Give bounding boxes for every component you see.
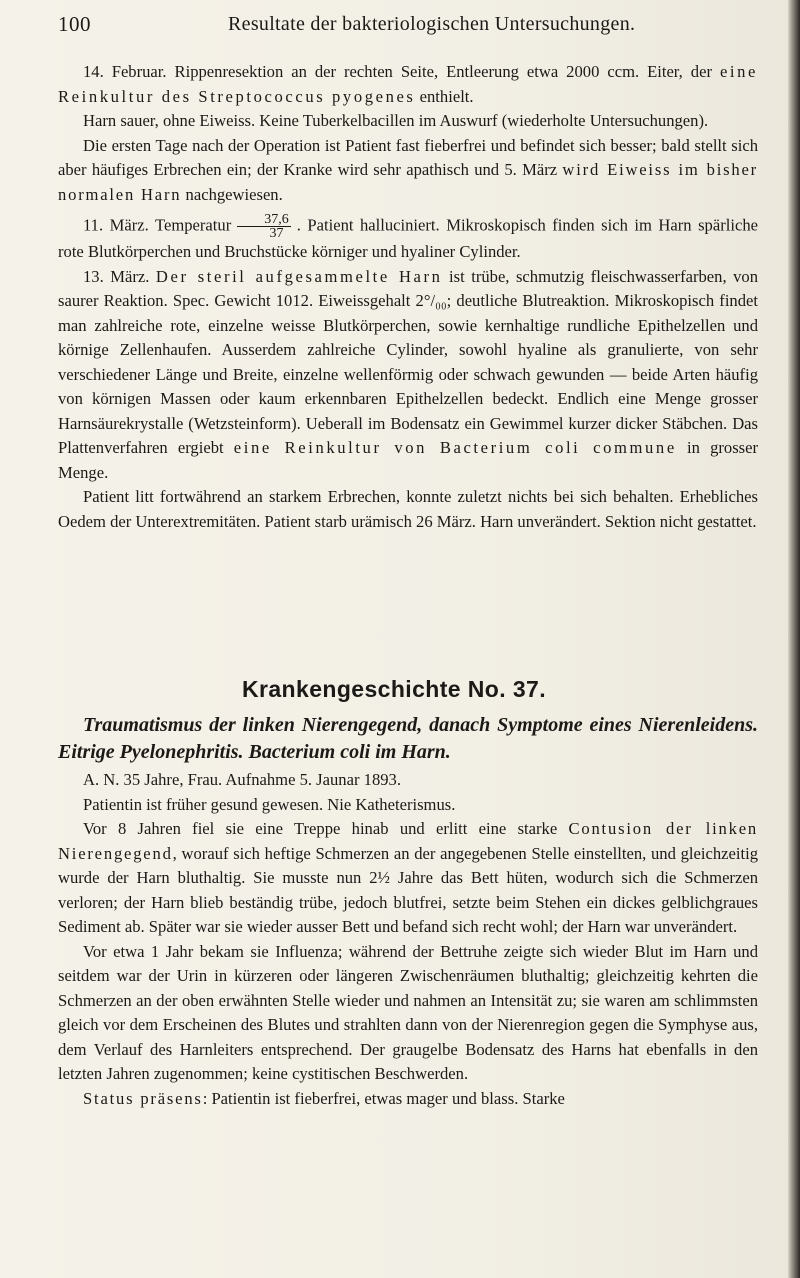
spaced-emphasis: wird Eiweiss im bisher normalen Harn (58, 160, 759, 204)
running-title: Resultate der bakteriologischen Untersuchungen. (228, 13, 636, 35)
spaced-emphasis: eine Reinkultur von Bacterium coli commune (233, 438, 677, 457)
paragraph: Status präsens: Patientin ist fieberfrei, etwas mager und blass. Starke (83, 1088, 565, 1108)
paragraph: 14. Februar. Rippenresektion an der rechten Seite, Entleerung etwa 2000 ccm. Eiter, der eine Reinkultur des Streptococcus pyogenes enthielt. (58, 62, 758, 106)
paragraph: Die ersten Tage nach der Operation ist Patient fast fieberfrei und befindet sich besser; bald stellt sich aber häufiges Erbrechen ein; der Kranke wird sehr apathisch und 5. März wird Eiweiss im bisher normalen Harn nachgewiesen. (58, 135, 759, 204)
page-edge-shadow (788, 0, 800, 1278)
spaced-emphasis: eine Reinkultur des Streptococcus pyogenes (58, 62, 758, 106)
paragraph: Vor etwa 1 Jahr bekam sie Influenza; während der Bettruhe zeigte sich wieder Blut im Harn und seitdem war der Urin in kürzeren oder längeren Zwischenräumen bluthaltig; gleichzeitig kehrten die Schmerzen an der oben erwähnten Stelle wieder und nahmen an Intensität zu; sie waren am schlimmsten gleich vor dem Erscheinen des Blutes und strahlten dann von der Nierenregion gegen die Symphyse aus, dem Verlauf des Harnleiters entsprechend. Der graugelbe Bodensatz des Harns hat ebenfalls in den letzten Jahren zugenommen; keine cystitischen Beschwerden. (58, 941, 758, 1083)
case-36-continuation (58, 60, 758, 534)
paragraph: A. N. 35 Jahre, Frau. Aufnahme 5. Jaunar 1893. (83, 770, 401, 789)
paragraph: Patient litt fortwährend an starkem Erbrechen, konnte zuletzt nichts bei sich behalten. Erhebliches Oedem der Unterextremitäten. Patient starb urämisch 26 März. Harn unverändert. Sektion nicht gestattet. (58, 487, 758, 531)
spaced-emphasis: Der steril aufgesammelte Harn (155, 266, 443, 286)
paragraph: 11. März. Temperatur $\frac{37,6}{37}$ . Patient halluciniert. Mikroskopisch finden sich im Harn spärliche rote Blutkörperchen und Bruchstücke körniger und hyaliner Cylinder. (58, 212, 758, 261)
fraction-denominator: 37 (269, 226, 284, 241)
spaced-emphasis: Status präsens (83, 1088, 203, 1108)
page-number: 100 (58, 12, 91, 36)
paragraph: 13. März. Der steril aufgesammelte Harn ist trübe, schmutzig fleischwasserfarben, von saurer Reaktion. Spec. Gewicht 1012. Eiweissgehalt 2°/₀₀; deutliche Blutreaktion. Mikroskopisch findet man zahlreiche rote, einzelne weisse Blutkörperchen, sowie kernhaltige rundliche Epithelzellen und körnige Zellenhaufen. Ausserdem zahlreiche Cylinder, sowohl hyaline als granulierte, von sehr verschiedener Länge und Breite, einzelne wellenförmig oder schwach gewunden — beide Arten häufig von körnigen Massen oder kaum erkennbaren Epithelzellen bedeckt. Endlich eine Menge grosser Harnsäurekrystalle (Wetzsteinform). Ueberall im Bodensatz ein Gewimmel kurzer dicker Stäbchen. Das Plattenverfahren ergiebt eine Reinkultur von Bacterium coli commune in grosser Menge. (58, 266, 758, 482)
case-heading: Krankengeschichte No. 37. (242, 676, 546, 702)
case-subtitle: Traumatismus der linken Nierengegend, danach Symptome eines Nierenleidens. Eitrige Pyelonephritis. Bacterium coli im Harn. (58, 714, 758, 763)
page-header (58, 12, 778, 46)
case-37-body (58, 768, 758, 1111)
paragraph: Vor 8 Jahren fiel sie eine Treppe hinab und erlitt eine starke Contusion der linken Nierengegend, worauf sich heftige Schmerzen an der angegebenen Stelle einstellten, und gleichzeitig wurde der Harn bluthaltig. Sie musste nun 2½ Jahre das Bett hüten, wodurch sich die Schmerzen verloren; der Harn blieb beständig trübe, jedoch blutfrei, setzte beim Stehen ein dickes gelblichgraues Sediment ab. Später war sie wieder ausser Bett und befand sich recht wohl; der Harn war unverändert. (58, 819, 758, 936)
spaced-emphasis: Contusion der linken Nierengegend (58, 819, 758, 863)
paragraph: Patientin ist früher gesund gewesen. Nie Katheterismus. (83, 794, 456, 814)
paragraph: Harn sauer, ohne Eiweiss. Keine Tuberkelbacillen im Auswurf (wiederholte Untersuchungen). (83, 111, 709, 130)
fraction-numerator: 37,6 (237, 213, 291, 227)
temperature-fraction (237, 213, 291, 240)
